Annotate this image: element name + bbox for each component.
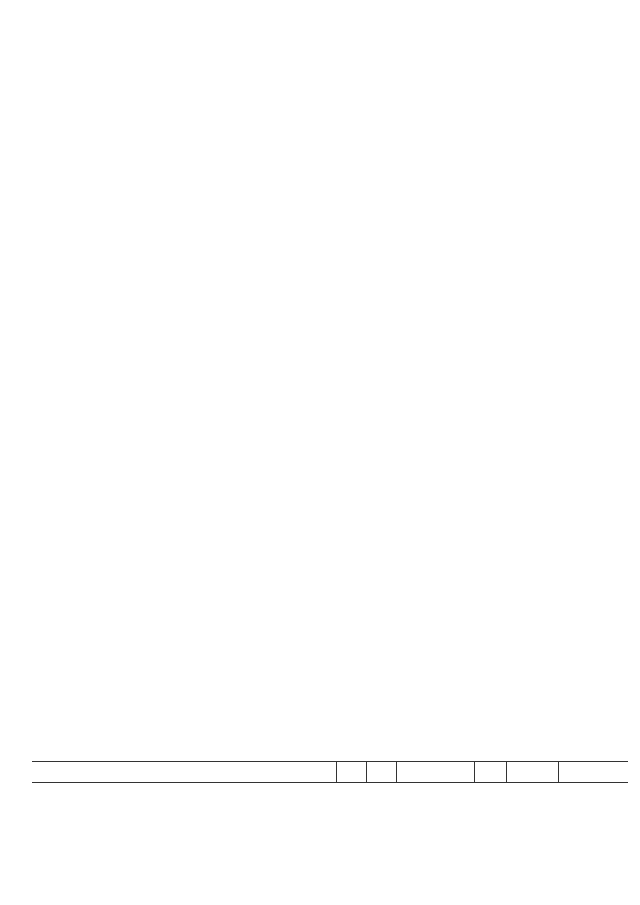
header-csr [396,762,474,782]
header-vr [474,762,506,782]
budget-table [32,761,628,785]
header-pr [366,762,396,782]
header-sum-2021 [562,762,622,782]
header-name [32,762,336,782]
table-body [32,783,628,785]
header-rz [336,762,366,782]
table-header [32,761,628,783]
header-sum-2020 [510,762,554,782]
